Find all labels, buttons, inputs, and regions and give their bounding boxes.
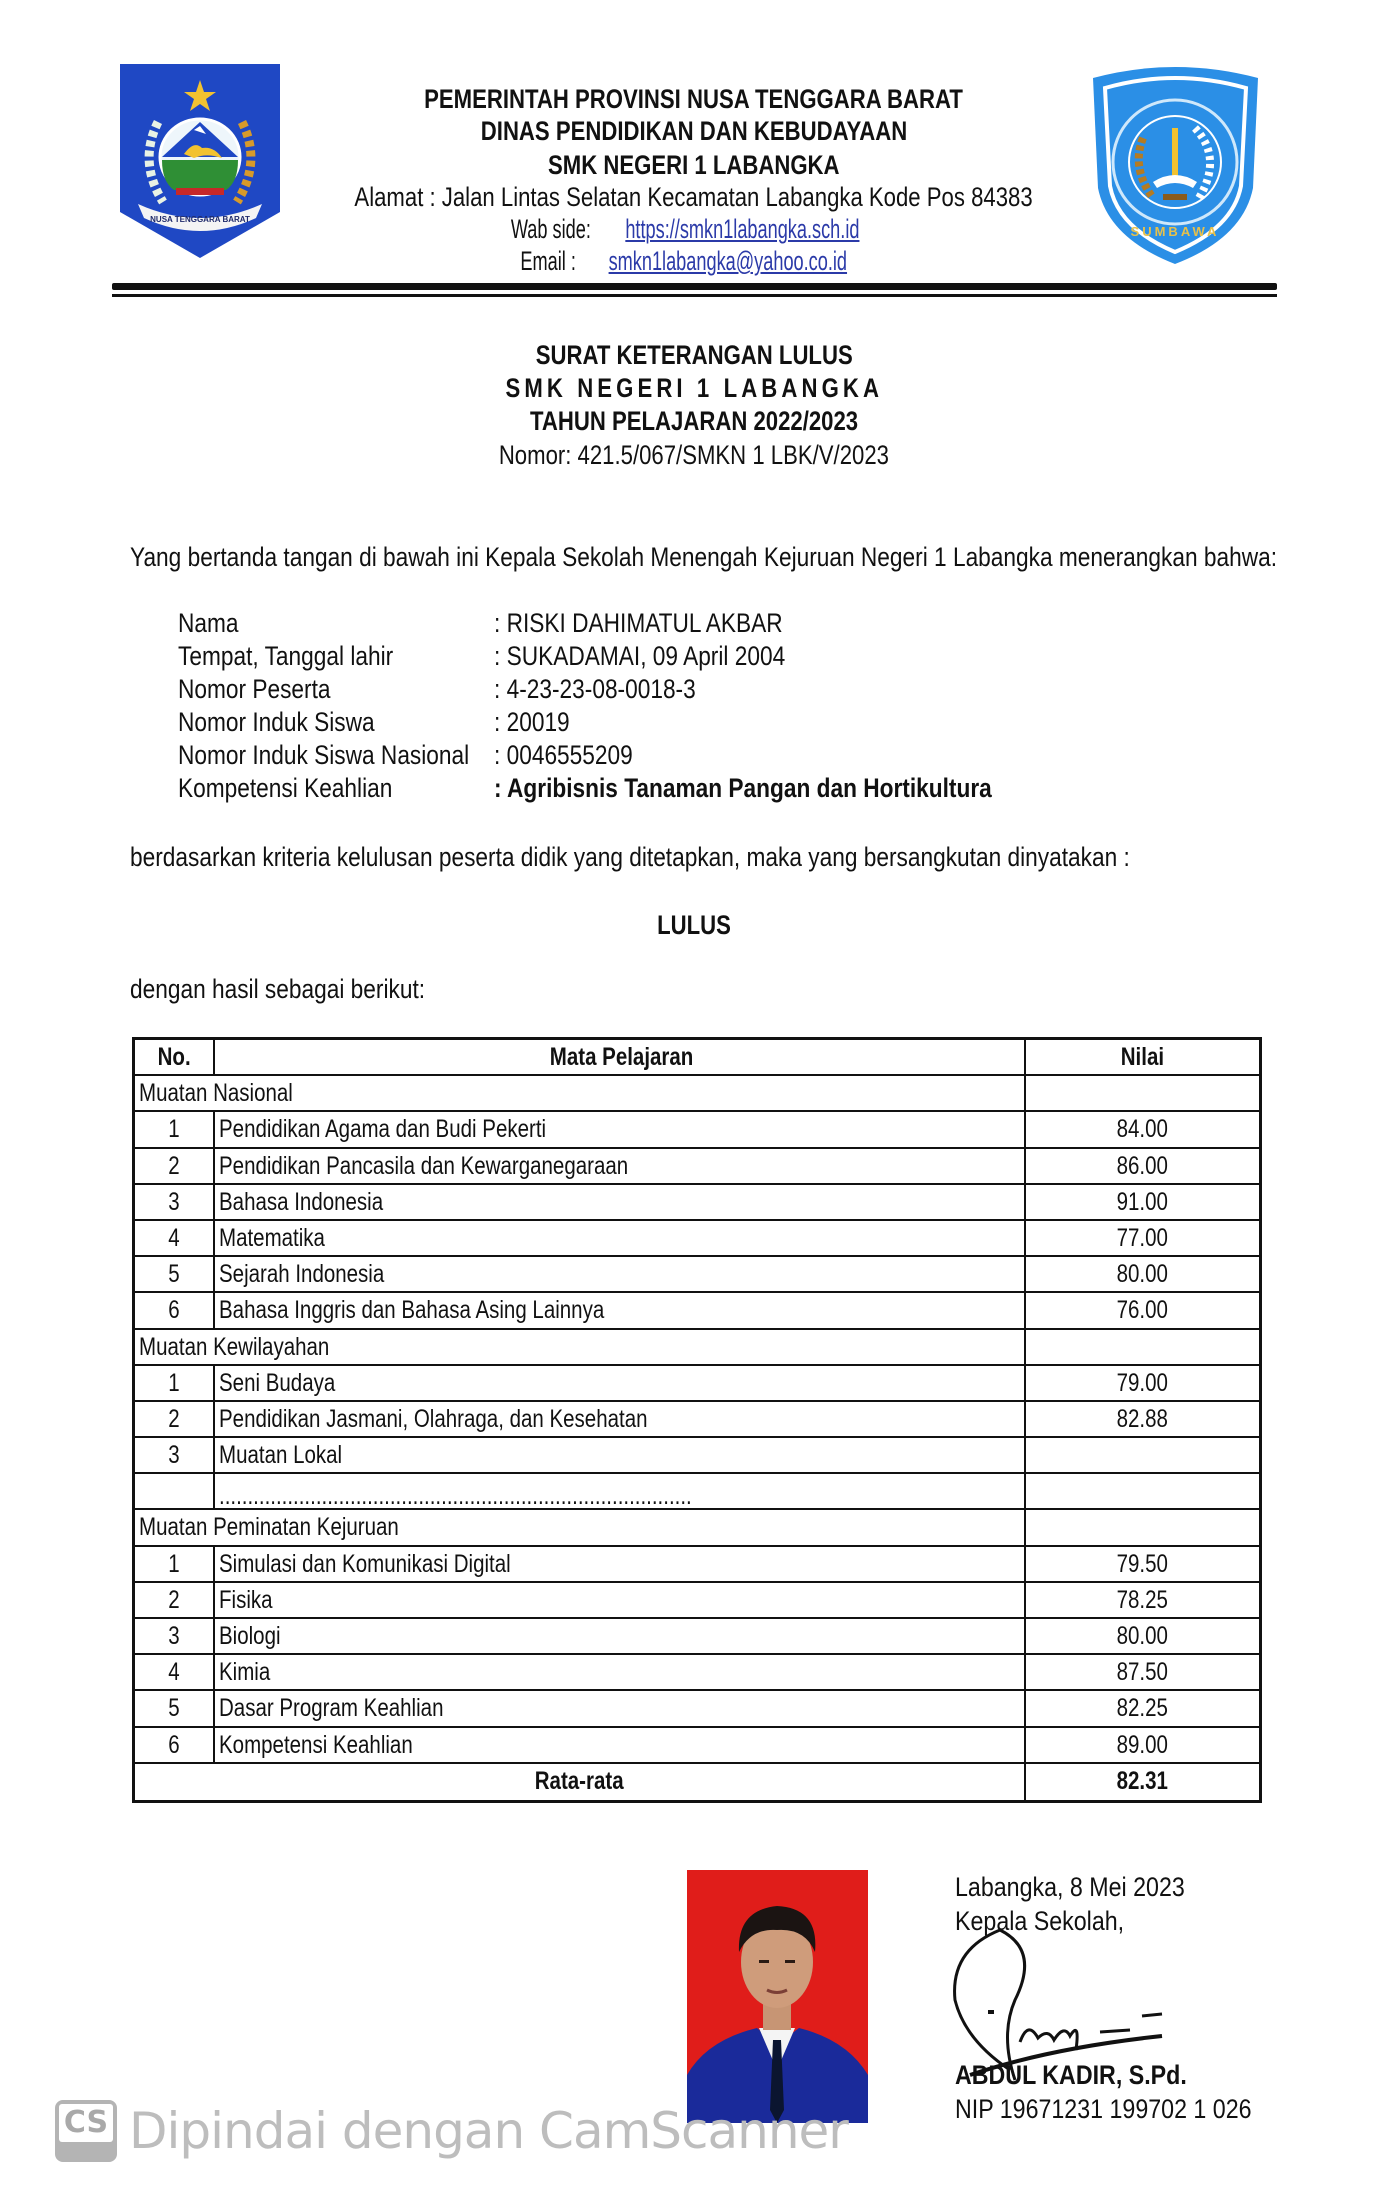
info-label: Tempat, Tanggal lahir [178, 641, 394, 671]
row-score: 82.88 [1116, 1404, 1169, 1433]
svg-text:SUMBAWA: SUMBAWA [1130, 224, 1220, 239]
camscanner-watermark [55, 2100, 848, 2162]
row-score: 82.25 [1116, 1694, 1169, 1723]
table-row [135, 1149, 1259, 1185]
row-subject: Sejarah Indonesia [215, 1257, 1026, 1291]
row-no: 1 [135, 1366, 215, 1400]
row-no: 3 [135, 1438, 215, 1472]
row-no: 4 [135, 1221, 215, 1255]
row-score: 79.00 [1116, 1368, 1169, 1397]
table-row [135, 1112, 1259, 1148]
row-subject: Kompetensi Keahlian [215, 1728, 1026, 1762]
info-label: Kompetensi Keahlian [178, 773, 393, 803]
group-row [135, 1330, 1259, 1366]
row-subject: Seni Budaya [215, 1366, 1026, 1400]
row-no [135, 1474, 215, 1508]
table-row [135, 1293, 1259, 1329]
row-score: 89.00 [1116, 1730, 1169, 1759]
row-no: 3 [135, 1185, 215, 1219]
info-value: : Agribisnis Tanaman Pangan dan Hortikultura [494, 773, 992, 803]
row-no: 4 [135, 1655, 215, 1689]
info-label: Nomor Peserta [178, 674, 331, 704]
school-emblem-icon [1083, 58, 1268, 268]
table-row [135, 1728, 1259, 1764]
info-value: : SUKADAMAI, 09 April 2004 [494, 641, 786, 671]
row-subject-placeholder: ................................................................................... [215, 1474, 1026, 1508]
row-score: 80.00 [1116, 1622, 1169, 1650]
camscanner-logo-icon: CS [55, 2100, 117, 2162]
empty-score [1026, 1076, 1259, 1110]
row-subject: Fisika [215, 1583, 1026, 1617]
average-score: 82.31 [1116, 1766, 1169, 1795]
letterhead-divider-thin [112, 294, 1277, 297]
table-row [135, 1547, 1259, 1583]
website-link[interactable]: https://smkn1labangka.sch.id [625, 214, 860, 244]
row-score: 86.00 [1116, 1151, 1169, 1180]
header-no: No. [135, 1040, 215, 1074]
table-row [135, 1583, 1259, 1619]
row-score: 77.00 [1116, 1223, 1169, 1252]
row-subject: Dasar Program Keahlian [215, 1691, 1026, 1725]
row-subject: Bahasa Indonesia [215, 1185, 1026, 1219]
criteria-paragraph: berdasarkan kriteria kelulusan peserta didik yang ditetapkan, maka yang bersangkutan dinyatakan : [130, 842, 1130, 872]
group-name: Muatan Kewilayahan [135, 1330, 1026, 1364]
row-score: 79.50 [1116, 1549, 1169, 1578]
document-academic-year: TAHUN PELAJARAN 2022/2023 [529, 406, 859, 436]
info-row-birth [178, 641, 1278, 674]
header-score: Nilai [1120, 1043, 1165, 1071]
table-row [135, 1366, 1259, 1402]
row-no: 6 [135, 1293, 215, 1327]
info-row-nis [178, 707, 1278, 740]
watermark-text: Dipindai dengan CamScanner [129, 2102, 848, 2160]
info-value: : 20019 [494, 707, 570, 737]
signatory-name: ABDUL KADIR, S.Pd. [955, 2060, 1187, 2090]
row-score: 80.00 [1116, 1260, 1169, 1289]
row-no: 1 [135, 1112, 215, 1146]
row-no: 6 [135, 1728, 215, 1762]
letterhead-divider-thick [112, 283, 1277, 290]
row-subject: Pendidikan Jasmani, Olahraga, dan Kesehatan [215, 1402, 1026, 1436]
average-row [135, 1764, 1259, 1800]
table-row [135, 1185, 1259, 1221]
info-label: Nomor Induk Siswa Nasional [178, 740, 470, 770]
intro-paragraph: Yang bertanda tangan di bawah ini Kepala Sekolah Menengah Kejuruan Negeri 1 Labangka menerangkan bahwa: [130, 542, 1278, 572]
table-row [135, 1655, 1259, 1691]
email-link[interactable]: smkn1labangka@yahoo.co.id [608, 246, 848, 276]
header-subject: Mata Pelajaran [215, 1040, 1026, 1074]
average-label: Rata-rata [135, 1764, 1026, 1800]
table-row [135, 1221, 1259, 1257]
signature-position: Kepala Sekolah, [955, 1906, 1125, 1936]
school-logo [1083, 58, 1268, 268]
row-score: 84.00 [1116, 1115, 1169, 1144]
row-score: 87.50 [1116, 1658, 1169, 1687]
row-no: 2 [135, 1402, 215, 1436]
row-no: 2 [135, 1149, 215, 1183]
row-score: 78.25 [1116, 1585, 1169, 1614]
empty-score [1026, 1330, 1259, 1364]
row-no: 3 [135, 1619, 215, 1653]
info-row-exam-number [178, 674, 1278, 707]
table-row [135, 1402, 1259, 1438]
empty-score [1026, 1510, 1259, 1544]
info-label: Nama [178, 608, 239, 638]
letterhead-line-1: PEMERINTAH PROVINSI NUSA TENGGARA BARAT [424, 84, 964, 114]
row-subject: Pendidikan Pancasila dan Kewarganegaraan [215, 1149, 1026, 1183]
info-row-name [178, 608, 1278, 641]
row-no: 5 [135, 1691, 215, 1725]
info-row-nisn [178, 740, 1278, 773]
table-row [135, 1438, 1259, 1474]
grades-table [132, 1037, 1262, 1803]
row-subject: Kimia [215, 1655, 1026, 1689]
email-label: Email : [520, 246, 577, 276]
row-score [1026, 1438, 1259, 1472]
row-score [1026, 1474, 1259, 1508]
row-subject: Simulasi dan Komunikasi Digital [215, 1547, 1026, 1581]
table-header-row [135, 1040, 1259, 1076]
row-subject: Pendidikan Agama dan Budi Pekerti [215, 1112, 1026, 1146]
signature-place-date: Labangka, 8 Mei 2023 [955, 1872, 1185, 1902]
document-school-name: SMK NEGERI 1 LABANGKA [505, 373, 883, 403]
table-row [135, 1691, 1259, 1727]
table-row [135, 1257, 1259, 1293]
document-title: SURAT KETERANGAN LULUS [535, 340, 853, 370]
row-subject: Matematika [215, 1221, 1026, 1255]
letterhead-line-2: DINAS PENDIDIKAN DAN KEBUDAYAAN [480, 116, 908, 146]
info-value: : 4-23-23-08-0018-3 [494, 674, 696, 704]
row-subject: Muatan Lokal [215, 1438, 1026, 1472]
table-row [135, 1474, 1259, 1510]
row-no: 1 [135, 1547, 215, 1581]
group-row [135, 1510, 1259, 1546]
website-label: Wab side: [511, 214, 592, 244]
student-info [178, 608, 1278, 806]
info-row-competency [178, 773, 1278, 806]
info-value: : RISKI DAHIMATUL AKBAR [494, 608, 783, 638]
signatory-nip: NIP 19671231 199702 1 026 [955, 2094, 1252, 2124]
row-subject: Bahasa Inggris dan Bahasa Asing Lainnya [215, 1293, 1026, 1327]
info-label: Nomor Induk Siswa [178, 707, 375, 737]
row-subject: Biologi [215, 1619, 1026, 1653]
table-row [135, 1619, 1259, 1655]
letterhead-line-3: SMK NEGERI 1 LABANGKA [548, 150, 840, 180]
student-photo [687, 1870, 868, 2123]
info-value: : 0046555209 [494, 740, 633, 770]
graduation-result: LULUS [657, 910, 731, 940]
document-number: Nomor: 421.5/067/SMKN 1 LBK/V/2023 [498, 440, 890, 470]
results-intro: dengan hasil sebagai berikut: [130, 974, 426, 1004]
group-row [135, 1076, 1259, 1112]
group-name: Muatan Peminatan Kejuruan [135, 1510, 1026, 1544]
student-portrait-icon [687, 1870, 868, 2123]
letterhead-address: Alamat : Jalan Lintas Selatan Kecamatan Labangka Kode Pos 84383 [354, 182, 1034, 212]
row-score: 76.00 [1116, 1296, 1169, 1325]
svg-text:NUSA TENGGARA BARAT: NUSA TENGGARA BARAT [150, 215, 250, 224]
group-name: Muatan Nasional [135, 1076, 1026, 1110]
row-no: 5 [135, 1257, 215, 1291]
row-no: 2 [135, 1583, 215, 1617]
row-score: 91.00 [1116, 1187, 1169, 1216]
